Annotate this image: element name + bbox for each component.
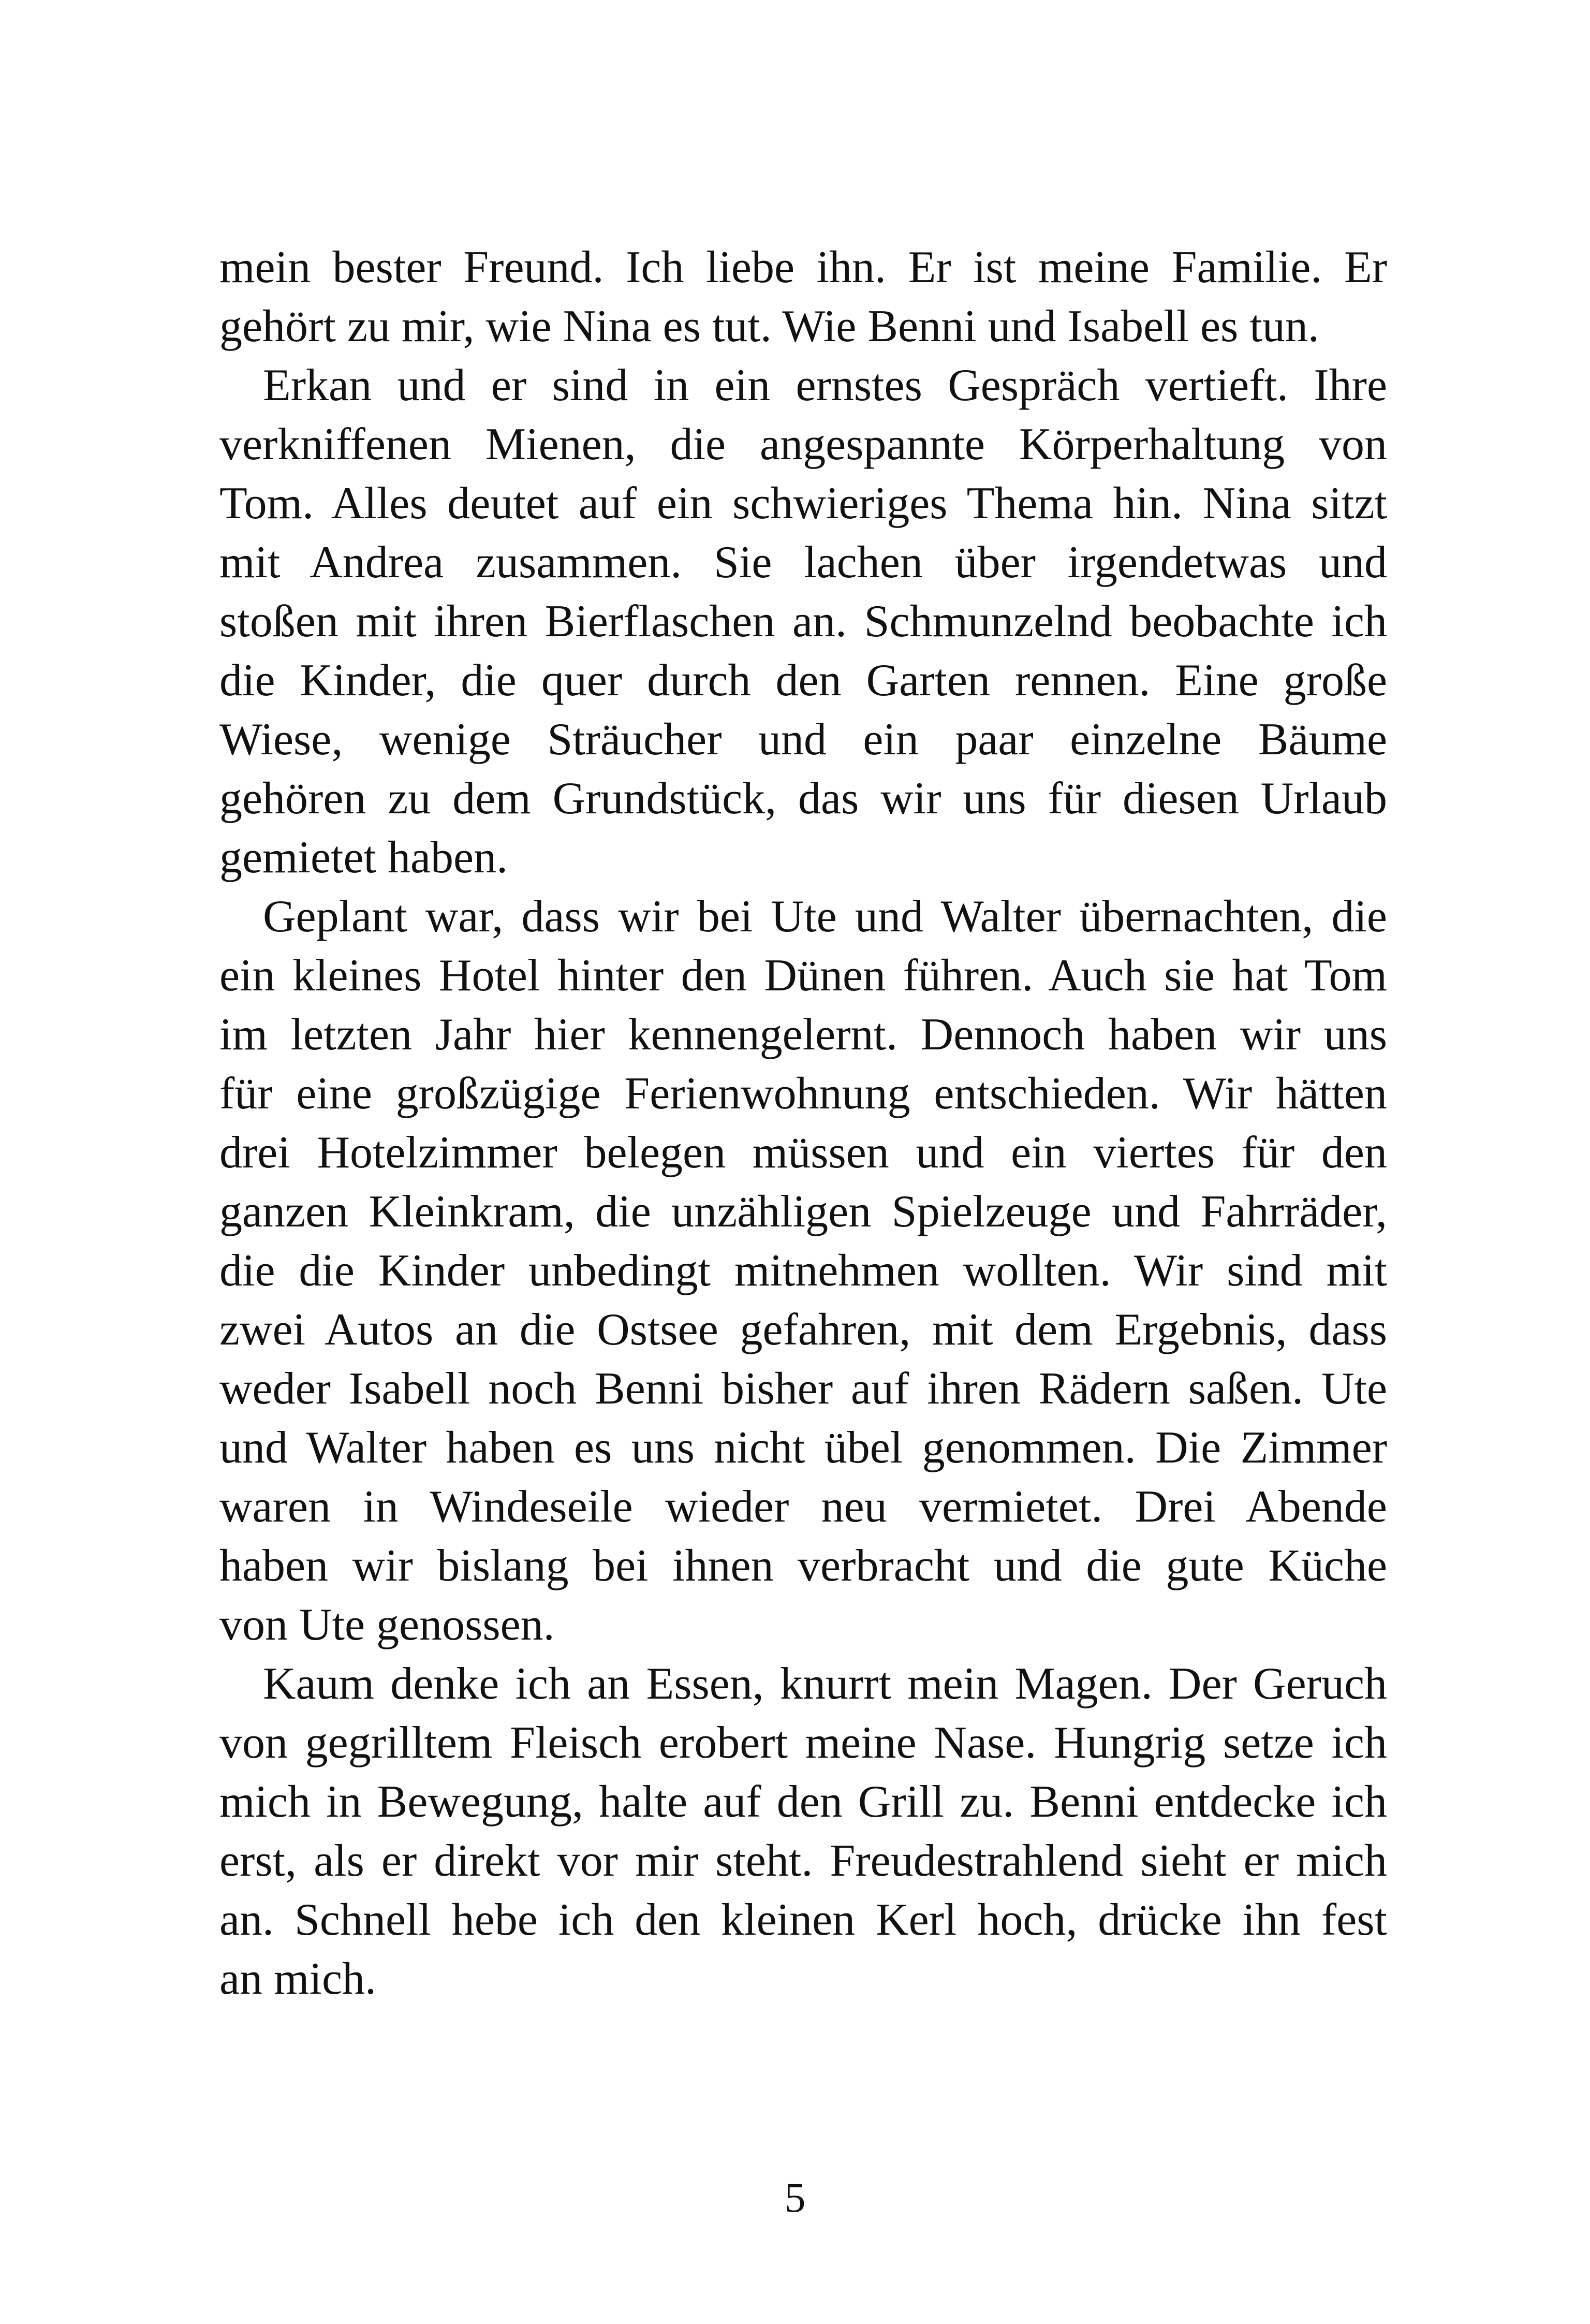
text-line: mich in Bewegung, halte auf den Grill zu. Benni entdecke ich [219, 1777, 1387, 1827]
text-line: gehören zu dem Grundstück, das wir uns für diesen Urlaub [219, 773, 1387, 824]
body-text [219, 238, 1387, 2009]
text-line: mein bester Freund. Ich liebe ihn. Er ist meine Familie. Er [219, 242, 1387, 293]
text-line: gemietet haben. [219, 832, 508, 883]
text-line: ganzen Kleinkram, die unzähligen Spielzeuge und Fahrräder, [219, 1187, 1387, 1237]
text-line: waren in Windeseile wieder neu vermietet. Drei Abende [219, 1482, 1387, 1532]
text-line: verkniffenen Mienen, die angespannte Körperhaltung von [219, 419, 1387, 470]
text-line: Kaum denke ich an Essen, knurrt mein Magen. Der Geruch [263, 1659, 1387, 1709]
text-line: ein kleines Hotel hinter den Dünen führen. Auch sie hat Tom [219, 951, 1387, 1001]
text-line: Tom. Alles deutet auf ein schwieriges Thema hin. Nina sitzt [219, 478, 1387, 529]
text-line: im letzten Jahr hier kennengelernt. Dennoch haben wir uns [219, 1010, 1387, 1060]
text-line: drei Hotelzimmer belegen müssen und ein viertes für den [219, 1128, 1387, 1178]
text-line: für eine großzügige Ferienwohnung entschieden. Wir hätten [219, 1069, 1387, 1119]
text-line: und Walter haben es uns nicht übel genommen. Die Zimmer [219, 1423, 1387, 1473]
text-line: Wiese, wenige Sträucher und ein paar einzelne Bäume [219, 714, 1387, 765]
text-line: mit Andrea zusammen. Sie lachen über irgendetwas und [219, 537, 1387, 588]
text-line: die Kinder, die quer durch den Garten rennen. Eine große [219, 655, 1387, 706]
text-line: von gegrilltem Fleisch erobert meine Nase. Hungrig setze ich [219, 1718, 1387, 1768]
text-line: weder Isabell noch Benni bisher auf ihren Rädern saßen. Ute [219, 1364, 1387, 1414]
text-line: Erkan und er sind in ein ernstes Gespräch vertieft. Ihre [263, 360, 1387, 411]
text-line: gehört zu mir, wie Nina es tut. Wie Benni und Isabell es tun. [219, 301, 1319, 352]
text-line: von Ute genossen. [219, 1600, 555, 1650]
text-line: stoßen mit ihren Bierflaschen an. Schmunzelnd beobachte ich [219, 596, 1387, 647]
page-number: 5 [784, 2174, 806, 2221]
text-line: haben wir bislang bei ihnen verbracht und die gute Küche [219, 1541, 1387, 1591]
text-line: an mich. [219, 1954, 377, 2004]
text-line: zwei Autos an die Ostsee gefahren, mit dem Ergebnis, dass [219, 1305, 1387, 1355]
text-line: Geplant war, dass wir bei Ute und Walter übernachten, die [263, 891, 1387, 942]
text-line: an. Schnell hebe ich den kleinen Kerl hoch, drücke ihn fest [219, 1895, 1387, 1945]
text-line: erst, als er direkt vor mir steht. Freudestrahlend sieht er mich [219, 1836, 1387, 1886]
text-line: die die Kinder unbedingt mitnehmen wollten. Wir sind mit [219, 1246, 1387, 1296]
